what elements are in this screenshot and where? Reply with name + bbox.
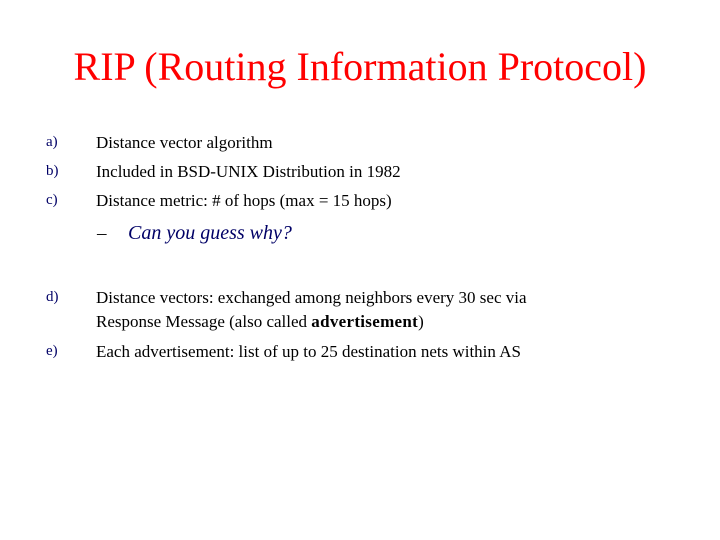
list-item-d-line2-post: ) xyxy=(418,312,424,331)
list-marker-d: d) xyxy=(46,289,59,305)
sub-item-dash: – xyxy=(97,223,107,244)
list-item-a: Distance vector algorithm xyxy=(96,133,273,152)
list-marker-c: c) xyxy=(46,192,58,208)
list-item-d-line2-pre: Response Message (also called xyxy=(96,312,312,331)
list-marker-b: b) xyxy=(46,163,59,179)
list-marker-a: a) xyxy=(46,134,58,150)
advertisement-term: advertisement xyxy=(311,312,419,331)
slide-title: RIP (Routing Information Protocol) xyxy=(73,44,647,89)
list-item-e: Each advertisement: list of up to 25 destination nets within AS xyxy=(96,342,521,361)
list-item-d-line1: Distance vectors: exchanged among neighbors every 30 sec via xyxy=(96,288,527,307)
list-marker-e: e) xyxy=(46,343,58,359)
list-item-b: Included in BSD-UNIX Distribution in 1982 xyxy=(96,162,401,181)
list-item-d-line2 xyxy=(96,310,424,333)
sub-item-text: Can you guess why? xyxy=(128,222,292,244)
list-item-c: Distance metric: # of hops (max = 15 hops) xyxy=(96,191,392,210)
